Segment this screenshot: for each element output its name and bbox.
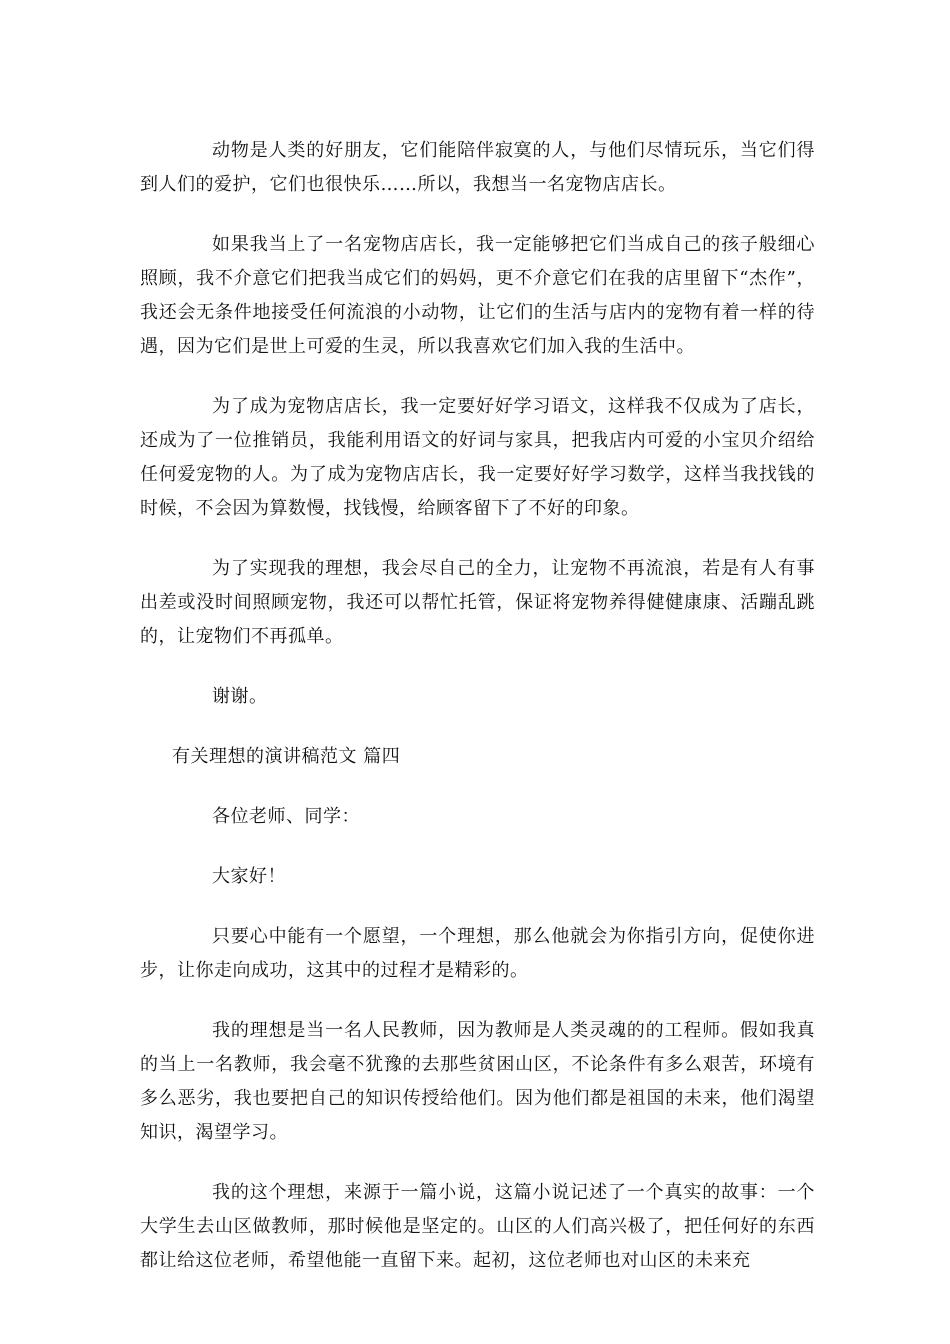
paragraph-6: 只要心中能有一个愿望，一个理想，那么他就会为你指引方向，促使你进步，让你走向成功，这其中的过程才是精彩的。 (140, 926, 815, 981)
paragraph-4: 为了实现我的理想，我会尽自己的全力，让宠物不再流浪，若是有人有事出差或没时间照顾宠物，我还可以帮忙托管，保证将宠物养得健健康康、活蹦乱跳的，让宠物们不再孤单。 (140, 558, 815, 647)
paragraph-2: 如果我当上了一名宠物店店长，我一定能够把它们当成自己的孩子般细心照顾，我不介意它们把我当成它们的妈妈，更不介意它们在我的店里留下“杰作”，我还会无条件地接受任何流浪的小动物，让它们的生活与店内的宠物有着一样的待遇，因为它们是世上可爱的生灵，所以我喜欢它们加入我的生活中。 (140, 234, 815, 357)
paragraph-7: 我的理想是当一名人民教师，因为教师是人类灵魂的的工程师。假如我真的当上一名教师，我会毫不犹豫的去那些贫困山区，不论条件有多么艰苦，环境有多么恶劣，我也要把自己的知识传授给他们。因为他们都是祖国的未来，他们渴望知识，渴望学习。 (140, 1020, 815, 1143)
paragraph-5: 谢谢。 (212, 686, 268, 707)
paragraph-salutation: 各位老师、同学： (212, 806, 360, 827)
paragraph-1: 动物是人类的好朋友，它们能陪伴寂寞的人，与他们尽情玩乐，当它们得到人们的爱护，它们也很快乐……所以，我想当一名宠物店店长。 (140, 140, 815, 195)
paragraph-8: 我的这个理想，来源于一篇小说，这篇小说记述了一个真实的故事：一个大学生去山区做教师，那时候他是坚定的。山区的人们高兴极了，把任何好的东西都让给这位老师，希望他能一直留下来。起初，这位老师也对山区的未来充 (140, 1182, 815, 1271)
section-heading: 有关理想的演讲稿范文 篇四 (172, 746, 401, 767)
paragraph-3: 为了成为宠物店店长，我一定要好好学习语文，这样我不仅成为了店长，还成为了一位推销员，我能利用语文的好词与家具，把我店内可爱的小宝贝介绍给任何爱宠物的人。为了成为宠物店店长，我一定要好好学习数学，这样当我找钱的时候，不会因为算数慢，找钱慢，给顾客留下了不好的印象。 (140, 396, 815, 519)
document-page (140, 134, 815, 1304)
paragraph-greeting: 大家好！ (212, 866, 286, 887)
